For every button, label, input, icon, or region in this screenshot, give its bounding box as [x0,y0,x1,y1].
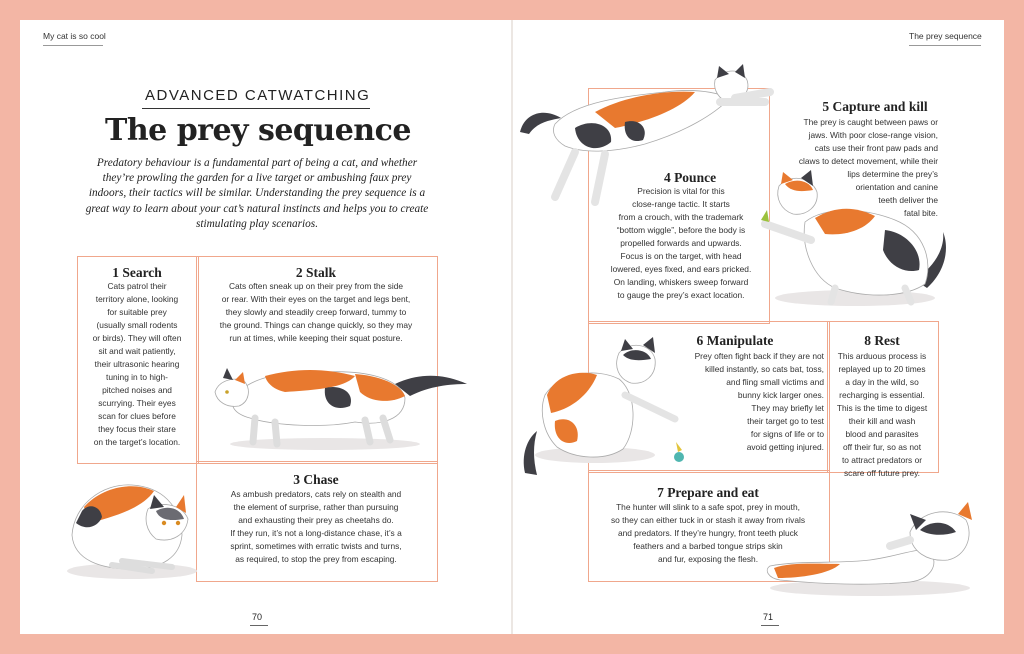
kicker: ADVANCED CATWATCHING [145,87,371,104]
stalk-text: Cats often sneak up on their prey from the side or rear. With their eyes on the target and legs bent, they slowly and steadily creep forward, tummy to the ground. Things can change quickly, so they may run at times, while keeping their squat posture. [219,281,413,343]
rest-heading: 8 Rest [864,333,900,348]
running-head-right: The prey sequence [909,31,982,41]
rest-text: This arduous process is replayed up to 20 times a day in the wild, so recharging is essential. This is the time to digest their kill and wash blood and parasites off their fur, so as not to attract predators or scare off future prey. [836,351,928,478]
kicker-rule [142,108,370,109]
search-heading: 1 Search [112,265,162,280]
prepare-heading: 7 Prepare and eat [657,485,759,500]
running-head-left: My cat is so cool [43,31,106,41]
prepare-text: The hunter will slink to a safe spot, prey in mouth, so they can either tuck in or stash it away from rivals and predators. If they’re hungry, front teeth pluck feathers and a barbed tongue strips skin and fur, exposing the flesh. [610,502,806,564]
manipulating-cat-illustration [515,335,665,485]
running-head-rule [43,45,103,46]
stalk-heading: 2 Stalk [295,265,337,280]
pounce-heading: 4 Pounce [663,170,717,185]
intro-paragraph: Predatory behaviour is a fundamental part of being a cat, and whether they’re prowling the garden for a live target or ambushing faux prey indoors, their tactics will be similar. Understanding the prey sequence is a great way to learn about your cat’s natural instincts and helps you to create stimulating play scenarios. [85,157,429,230]
chase-heading: 3 Chase [293,472,339,487]
running-head-rule [909,45,981,46]
page-title: The prey sequence [105,113,411,148]
pouncing-cat-illustration [515,62,785,222]
capture-heading: 5 Capture and kill [822,99,928,114]
pounce-text: Precision is vital for this close-range tactic. It starts from a crouch, with the trademark “bottom wiggle”, before the body is propelled forwards and upwards. Focus is on the target, with head lowered, eyes fixed, and ears pricked. On landing, whiskers sweep forward to gauge the prey’s exact location. [610,186,752,300]
folio-rule [761,625,779,626]
capture-text: The prey is caught between paws or jaws. With poor close-range vision, cats use their front paw pads and claws to detect movement, while their lips determine the prey’s orientation and canine teeth deliver the fatal bite. [798,117,938,218]
page-number-left: 70 [252,612,263,622]
resting-cat-illustration [760,490,980,600]
gutter [511,20,513,634]
stalking-cat-illustration [205,362,470,454]
crouching-cat-illustration [62,465,202,585]
manipulate-heading: 6 Manipulate [696,333,774,348]
chase-text: As ambush predators, cats rely on stealth and the element of surprise, rather than pursuing and exhausting their prey as cheetahs do. If they run, it’s not a long-distance chase, it’s a sprint, sometimes with erratic twists and turns, as required, to stop the prey from escaping. [230,489,402,564]
page-number-right: 71 [763,612,774,622]
folio-rule [250,625,268,626]
capturing-cat-illustration [755,170,950,310]
toy-icon [672,440,688,464]
manipulate-text: Prey often fight back if they are not killed instantly, so cats bat, toss, and fling small victims and bunny kick larger ones. They may briefly let their target go to test for signs of life or to avoid getting injured. [694,351,824,452]
search-text: Cats patrol their territory alone, looking for suitable prey (usually small rodents or birds). They will often sit and wait patiently, their ultrasonic hearing tuning in to high- pitched noises and scurrying. Their eyes scan for clues before they focus their stare on the target’s location. [92,281,182,447]
